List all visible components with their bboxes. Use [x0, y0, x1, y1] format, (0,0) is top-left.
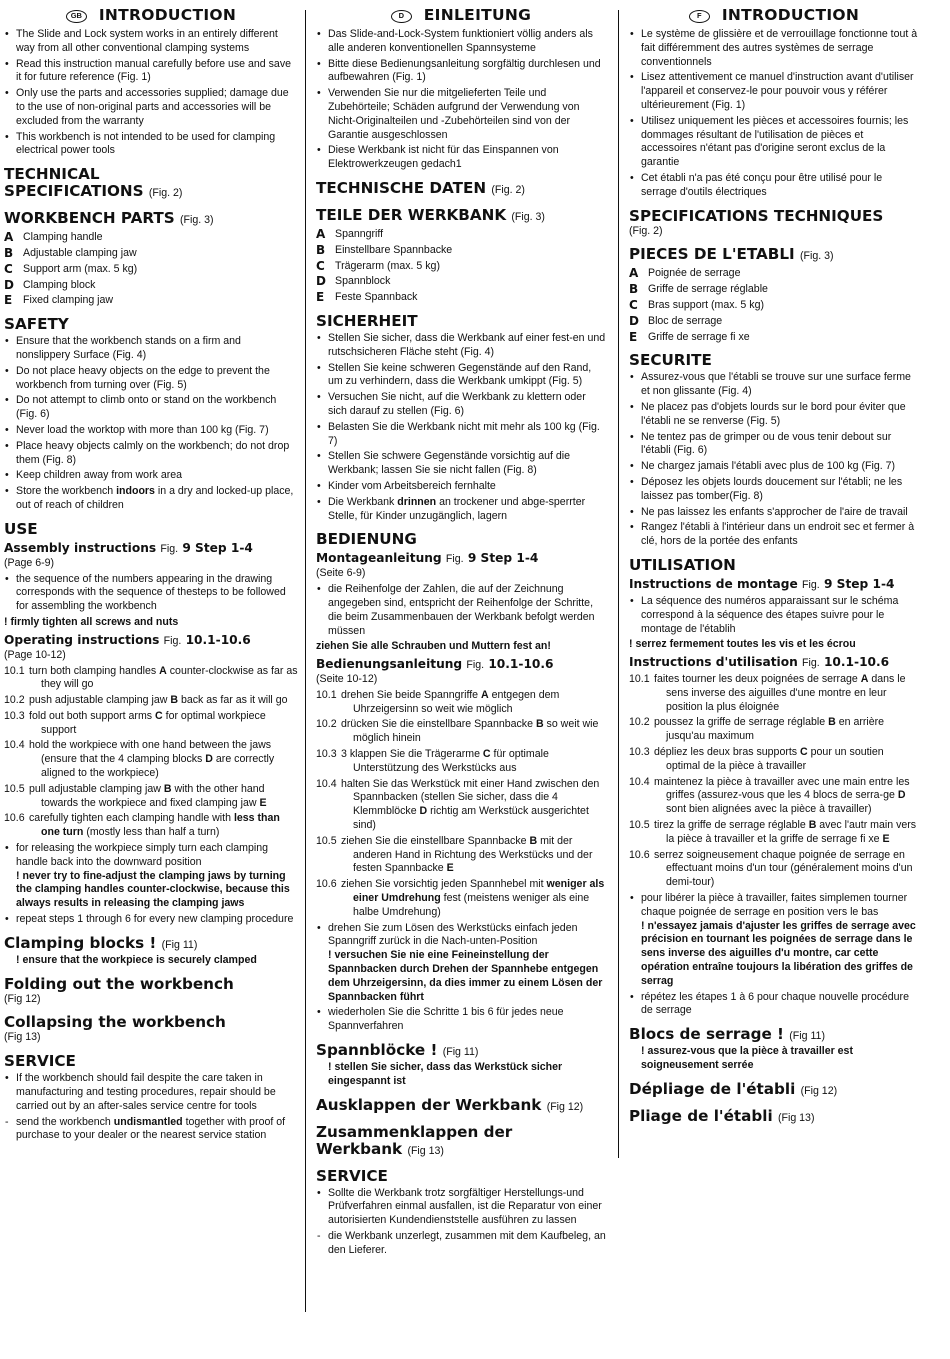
- section-heading: PIECES DE L'ETABLI (Fig. 3): [629, 245, 834, 264]
- warning-text: ! versuchen Sie nie eine Feineinstellung der Spannbacken durch Drehen der Spannhebe entgegen dem Uhrzeigersinn, da dies immer zu einem Lösen der Spannbacken führt: [328, 949, 603, 1003]
- part-item: D Bloc de serrage: [629, 313, 723, 328]
- figure-reference: (Fig 11): [161, 938, 198, 951]
- column-german: [316, 6, 606, 1258]
- section-heading: SPECIFICATIONS TECHNIQUES: [629, 206, 884, 225]
- part-item: E Griffe de serrage fi xe: [629, 329, 750, 344]
- page-reference: (Seite 10-12): [316, 673, 378, 686]
- section-heading: Folding out the workbench: [4, 974, 234, 993]
- list-item: • Verwenden Sie nur die mitgelieferten Teile und Zubehörteile; Schäden aufgrund der Verwendung von Nicht-Originalteilen und -Zubehörteilen sind von der Garantie ausgeschlossen: [316, 87, 606, 142]
- warning-text: ! stellen Sie sicher, dass das Werkstück sicher eingespannt ist: [328, 1061, 563, 1087]
- list-item: • Utilisez uniquement les pièces et accessoires fournis; les dommages résultant de l'utilisation de pièces et accessoires n'étant pas d'origine seront exclus de la garantie: [629, 115, 919, 170]
- section-heading: Ausklappen der Werkbank (Fig 12): [316, 1095, 584, 1114]
- step-item: 10.4 maintenez la pièce à travailler avec une main entre les griffes (assurez-vous que les 4 blocs de serra-ge D sont bien alignées avec la pièce à travailler): [629, 775, 910, 816]
- list-item: • Belasten Sie die Werkbank nicht mit mehr als 100 kg (Fig. 7): [316, 421, 606, 449]
- step-item: 10.3 dépliez les deux bras supports C pour un soutien optimal de la pièce à travailler: [629, 746, 884, 772]
- figure-reference: (Fig 13): [4, 1031, 41, 1044]
- part-item: C Trägerarm (max. 5 kg): [316, 258, 440, 273]
- column-english: [4, 6, 298, 1143]
- column-divider: [618, 10, 619, 1158]
- figure-reference: (Fig 11): [789, 1030, 825, 1043]
- part-item: B Griffe de serrage réglable: [629, 282, 768, 297]
- list-item: • Stellen Sie schwere Gegenstände vorsichtig auf die Werkbank; lassen Sie sie nicht fallen (Fig. 8): [316, 450, 606, 478]
- part-item: A Poignée de serrage: [629, 266, 741, 281]
- list-item: - send the workbench undismantled together with proof of purchase to your dealer or the nearest service station: [4, 1116, 298, 1144]
- part-item: E Fixed clamping jaw: [4, 293, 114, 308]
- subsection-heading: Assembly instructions Fig. 9 Step 1-4: [4, 540, 253, 555]
- subsection-heading: Bedienungsanleitung Fig. 10.1-10.6: [316, 657, 554, 672]
- list-item: • Do not attempt to climb onto or stand on the workbench (Fig. 6): [4, 394, 298, 422]
- step-item: 10.2 poussez la griffe de serrage réglable B en arrière jusqu'au maximum: [629, 716, 885, 743]
- part-item: B Adjustable clamping jaw: [4, 245, 137, 260]
- list-item: • If the workbench should fail despite the care taken in manufacturing and testing procedures, repair should be carried out by an after-sales service centre for tools: [4, 1072, 298, 1113]
- step-item: 10.3 fold out both support arms C for optimal workpiece support: [4, 709, 266, 736]
- figure-reference: (Fig. 2): [629, 224, 663, 237]
- list-item: • repeat steps 1 through 6 for every new clamping procedure: [4, 913, 298, 927]
- section-heading: UTILISATION: [629, 555, 736, 574]
- list-item: • pour libérer la pièce à travailler, faites simplemen tourner chaque poignée de serrage en position vers le bas: [629, 892, 919, 920]
- part-item: C Bras support (max. 5 kg): [629, 297, 764, 312]
- page-reference: (Seite 6-9): [316, 567, 366, 580]
- list-item: • for releasing the workpiece simply turn each clamping handle back into the downward position: [4, 842, 298, 870]
- step-item: 10.6 serrez soigneusement chaque poignée de serrage en effectuant moins d'un tour (généralement moins d'un demi-tour): [629, 848, 913, 889]
- list-item: • Diese Werkbank ist nicht für das Einspannen von Elektrowerkzeugen gedach1: [316, 144, 606, 172]
- subsection-heading: Instructions de montage Fig. 9 Step 1-4: [629, 576, 895, 591]
- step-item: 10.4 hold the workpiece with one hand between the jaws (ensure that the 4 clamping blocks D are correctly aligned to the workpiece): [4, 739, 275, 780]
- list-item: • Ne placez pas d'objets lourds sur le bord pour éviter que l'établi ne se renverse (Fig. 5): [629, 401, 919, 429]
- warning-text: ziehen Sie alle Schrauben und Muttern fest an!: [316, 640, 551, 653]
- figure-reference: (Fig. 2): [148, 187, 183, 200]
- list-item: • La séquence des numéros apparaissant sur le schéma correspond à la séquence des étapes suivre pour le montage de l'établih: [629, 595, 919, 636]
- page-reference: (Page 10-12): [4, 648, 66, 661]
- list-item: • This workbench is not intended to be used for clamping electrical power tools: [4, 131, 298, 159]
- list-item: • Bitte diese Bedienungsanleitung sorgfältig durchlesen und aufbewahren (Fig. 1): [316, 58, 606, 86]
- figure-reference: (Fig 12): [4, 992, 41, 1005]
- section-header: [629, 6, 919, 26]
- list-item: • The Slide and Lock system works in an entirely different way from all other conventional clamping systems: [4, 28, 298, 56]
- list-item: • Read this instruction manual carefully before use and save it for future reference (Fig. 1): [4, 58, 298, 86]
- figure-reference: (Fig 12): [546, 1100, 584, 1113]
- list-item: • Ne tentez pas de grimper ou de vous tenir debout sur l'établi (Fig. 6): [629, 431, 919, 459]
- figure-reference: (Fig 13): [407, 1144, 444, 1157]
- column-divider: [305, 10, 306, 1312]
- subsection-heading: Operating instructions Fig. 10.1-10.6: [4, 632, 251, 647]
- section-heading: WORKBENCH PARTS (Fig. 3): [4, 209, 214, 228]
- list-item: • Ne pas laissez les enfants s'approcher de l'aire de travail: [629, 506, 919, 520]
- step-item: 10.2 push adjustable clamping jaw B back as far as it will go: [4, 694, 288, 707]
- list-item: • Déposez les objets lourds doucement sur l'établi; ne les laissez pas tomber(Fig. 8): [629, 476, 919, 504]
- section-heading: Dépliage de l'établi (Fig 12): [629, 1079, 838, 1098]
- list-item: • drehen Sie zum Lösen des Werkstücks einfach jeden Spanngriff zurück in die Nach-unten-Position: [316, 922, 606, 950]
- page-reference: (Page 6-9): [4, 556, 55, 569]
- list-item: • Only use the parts and accessories supplied; damage due to the use of non-original parts and accessories will be excluded from the warranty: [4, 87, 298, 128]
- step-item: 10.2 drücken Sie die einstellbare Spannbacke B so weit wie möglich hinein: [316, 718, 599, 745]
- section-title: EINLEITUNG: [423, 6, 532, 25]
- list-item: • Das Slide-and-Lock-System funktioniert völlig anders als alle anderen konventionellen Spannsysteme: [316, 28, 606, 56]
- list-item: - die Werkbank unzerlegt, zusammen mit dem Kaufbeleg, an den Lieferer.: [316, 1230, 606, 1258]
- figure-reference: (Fig. 2): [491, 183, 525, 196]
- list-item: • Never load the worktop with more than 100 kg (Fig. 7): [4, 424, 298, 438]
- section-heading: Pliage de l'établi (Fig 13): [629, 1106, 815, 1125]
- figure-reference: (Fig. 3): [511, 210, 545, 223]
- list-item: • Ensure that the workbench stands on a firm and nonslippery Surface (Fig. 4): [4, 335, 298, 363]
- list-item: • Ne chargez jamais l'établi avec plus de 100 kg (Fig. 7): [629, 460, 919, 474]
- figure-reference: (Fig 11): [442, 1046, 479, 1059]
- list-item: • Stellen Sie keine schweren Gegenstände auf den Rand, um zu verhindern, dass die Werkbank umkippt (Fig. 5): [316, 362, 606, 390]
- section-heading: TEILE DER WERKBANK (Fig. 3): [316, 205, 545, 224]
- step-item: 10.5 tirez la griffe de serrage réglable B avec l'autr main vers la pièce à travailler et la griffe de serrage fi xe E: [629, 819, 917, 845]
- list-item: • Cet établi n'a pas été conçu pour être utilisé pour le serrage d'outils électriques: [629, 172, 919, 200]
- warning-text: ! ensure that the workpiece is securely clamped: [16, 953, 257, 966]
- step-item: 10.6 ziehen Sie vorsichtig jeden Spannhebel mit weniger als einer Umdrehung fest (meistens weniger als eine halbe Umdrehung): [316, 878, 605, 918]
- warning-text: ! firmly tighten all screws and nuts: [4, 615, 179, 628]
- part-item: E Feste Spannback: [316, 290, 418, 305]
- section-header: [4, 6, 298, 26]
- warning-text: ! n'essayez jamais d'ajuster les griffes de serrage avec précision en tournant les poignées de serrage dans le sens inverse des aiguilles d'u montre, car cette opération entraîne toujours la libération des griffes de serrag: [641, 919, 916, 987]
- column-french: [629, 6, 919, 1127]
- warning-text: ! serrez fermement toutes les vis et les écrou: [629, 638, 856, 651]
- step-item: 10.1 drehen Sie beide Spanngriffe A entgegen dem Uhrzeigersinn so weit wie möglich: [316, 688, 560, 715]
- list-item: • die Reihenfolge der Zahlen, die auf der Zeichnung angegeben sind, entspricht der Reihenfolge der Schritte, die beim Zusammenbauen der Werkbank befolgt werden müssen: [316, 583, 606, 638]
- figure-reference: (Fig 13): [777, 1111, 815, 1124]
- list-item: • Stellen Sie sicher, dass die Werkbank auf einer fest-en und rutschsicheren Fläche steht (Fig. 4): [316, 332, 606, 360]
- list-item: • Sollte die Werkbank trotz sorgfältiger Herstellungs-und Prüfverfahren einmal ausfallen, ist die Reparatur von einer autorisierten Kundendienststelle ausführen zu lassen: [316, 1187, 606, 1228]
- list-item: • wiederholen Sie die Schritte 1 bis 6 für jedes neue Spannverfahren: [316, 1006, 606, 1034]
- list-item: • répétez les étapes 1 à 6 pour chaque nouvelle procédure de serrage: [629, 991, 919, 1019]
- subsection-heading: Montageanleitung Fig. 9 Step 1-4: [316, 551, 539, 566]
- step-item: 10.5 ziehen Sie die einstellbare Spannbacke B mit der anderen Hand in Richtung des Werkstücks und der festen Spannbacke E: [316, 834, 593, 875]
- list-item: • Rangez l'établi à l'intérieur dans un endroit sec et fermer à clé, hors de la portée des enfants: [629, 521, 919, 549]
- list-item: • Lisez attentivement ce manuel d'instruction avant d'utiliser l'appareil et conservez-le pour pouvoir vous y référer ultérieurement (Fig. 1): [629, 71, 919, 112]
- subsection-heading: Instructions d'utilisation Fig. 10.1-10.6: [629, 655, 890, 670]
- list-item: • Store the workbench indoors in a dry and locked-up place, out of reach of children: [4, 485, 298, 513]
- warning-text: ! never try to fine-adjust the clamping jaws by turning the clamping handles counter-clockwise, because this always results in releasing the clamping jaws: [16, 869, 290, 910]
- list-item: • Assurez-vous que l'établi se trouve sur une surface ferme et non glissante (Fig. 4): [629, 371, 919, 399]
- step-item: 10.4 halten Sie das Werkstück mit einer Hand zwischen den Spannbacken (stellen Sie sicher, dass die 4 Klemmblöcke D richtig am Werkstück ausgerichtet sind): [316, 777, 600, 832]
- step-item: 10.1 turn both clamping handles A counter-clockwise as far as they will go: [4, 664, 298, 691]
- step-item: 10.5 pull adjustable clamping jaw B with the other hand towards the workpiece and fixed clamping jaw E: [4, 782, 267, 809]
- section-heading: BEDIENUNG: [316, 530, 417, 549]
- section-heading: Blocs de serrage ! (Fig 11): [629, 1025, 825, 1044]
- warning-text: ! assurez-vous que la pièce à travailler est soigneusement serrée: [641, 1045, 853, 1072]
- figure-reference: (Fig. 3): [180, 214, 214, 227]
- section-heading: SAFETY: [4, 315, 69, 334]
- list-item: • Versuchen Sie nicht, auf die Werkbank zu klettern oder sich darauf zu stellen (Fig. 6): [316, 391, 606, 419]
- list-item: • Do not place heavy objects on the edge to prevent the workbench from turning over (Fig. 5): [4, 365, 298, 393]
- list-item: • Le système de glissière et de verrouillage fonctionne tout à fait différemment des autres systèmes de serrage conventionnels: [629, 28, 919, 69]
- section-heading: TECHNICAL SPECIFICATIONS (Fig. 2): [4, 165, 183, 201]
- part-item: D Clamping block: [4, 277, 96, 292]
- section-heading: Collapsing the workbench: [4, 1013, 226, 1032]
- list-item: • Keep children away from work area: [4, 469, 298, 483]
- section-title: INTRODUCTION: [721, 6, 860, 25]
- language-badge-d: D: [391, 10, 412, 23]
- list-item: • Die Werkbank drinnen an trockener und abge-sperrter Stelle, für Kinder unzugänglich, lagern: [316, 496, 606, 524]
- list-item: • the sequence of the numbers appearing in the drawing corresponds with the sequence of thesteps to be followed for assembling the workbench: [4, 573, 298, 614]
- section-heading: SECURITE: [629, 351, 712, 370]
- section-heading: SERVICE: [4, 1052, 76, 1071]
- section-heading: Zusammenklappen der Werkbank (Fig 13): [316, 1122, 513, 1158]
- language-badge-gb: GB: [66, 10, 87, 23]
- section-heading: Spannblöcke ! (Fig 11): [316, 1041, 479, 1060]
- part-item: A Spanngriff: [316, 226, 384, 241]
- part-item: A Clamping handle: [4, 230, 103, 245]
- part-item: B Einstellbare Spannbacke: [316, 242, 453, 257]
- figure-reference: (Fig. 3): [800, 250, 834, 263]
- part-item: C Support arm (max. 5 kg): [4, 261, 138, 276]
- list-item: • Place heavy objects calmly on the workbench; do not drop them (Fig. 8): [4, 440, 298, 468]
- section-heading: SICHERHEIT: [316, 311, 418, 330]
- step-item: 10.1 faites tourner les deux poignées de serrage A dans le sens inverse des aiguilles d'une montre en leur position la plus éloignée: [629, 673, 906, 713]
- section-heading: USE: [4, 519, 38, 538]
- section-header: [316, 6, 606, 26]
- step-item: 10.6 carefully tighten each clamping handle with less than one turn (mostly less than half a turn): [4, 812, 280, 839]
- section-heading: SERVICE: [316, 1166, 388, 1185]
- part-item: D Spannblock: [316, 274, 391, 289]
- section-heading: TECHNISCHE DATEN (Fig. 2): [316, 178, 525, 197]
- list-item: • Kinder vom Arbeitsbereich fernhalte: [316, 480, 606, 494]
- step-item: 10.3 3 klappen Sie die Trägerarme C für optimale Unterstützung des Werkstücks aus: [316, 748, 549, 774]
- figure-reference: (Fig 12): [800, 1084, 838, 1097]
- section-heading: Clamping blocks ! (Fig 11): [4, 933, 198, 952]
- section-title: INTRODUCTION: [98, 6, 237, 25]
- language-badge-f: F: [689, 10, 710, 23]
